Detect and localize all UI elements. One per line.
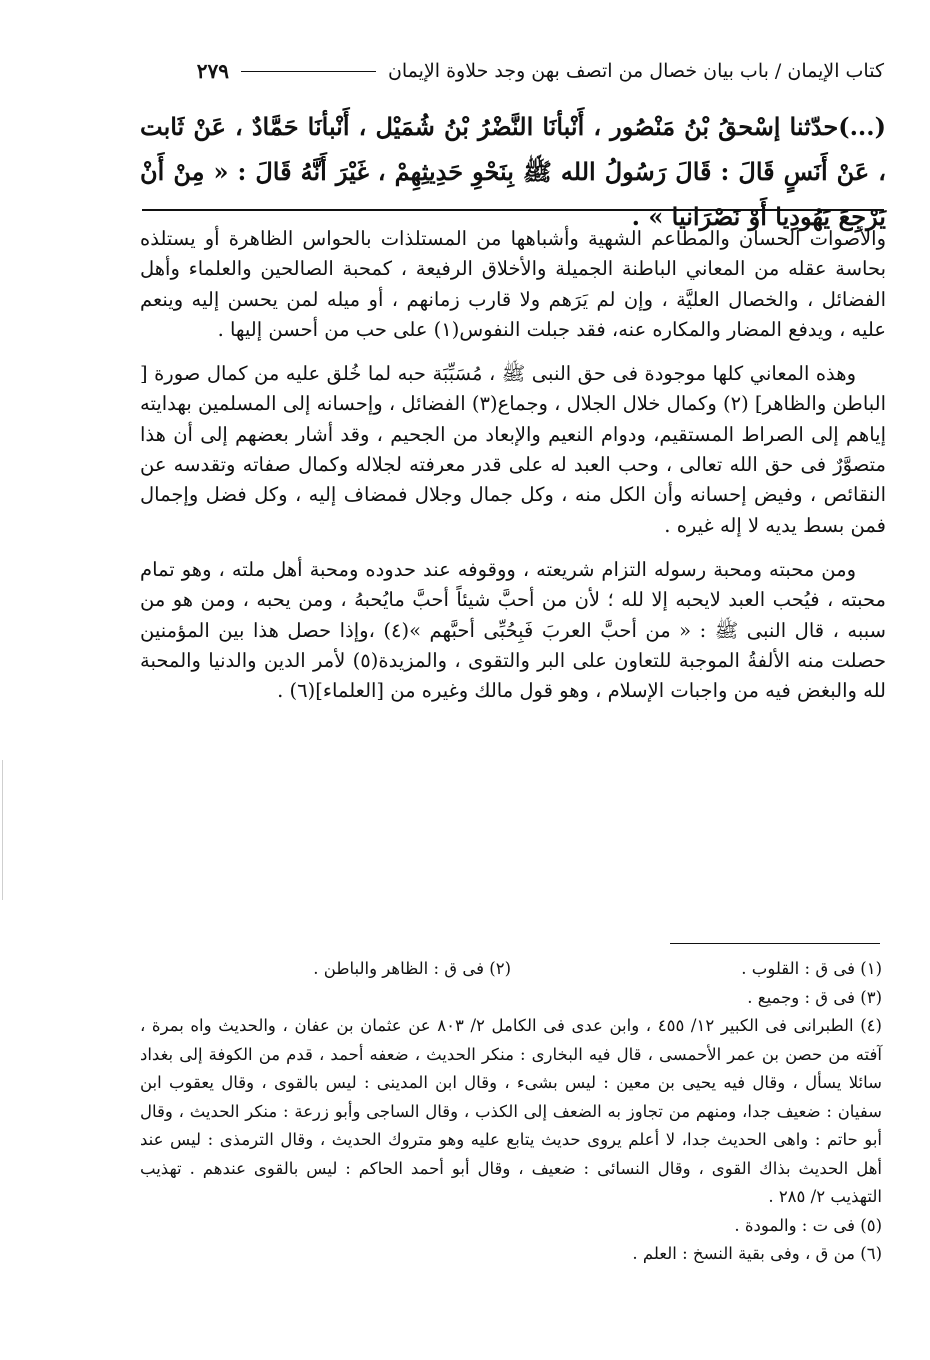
commentary-paragraph-2: وهذه المعاني كلها موجودة فى حق النبى ﷺ ، مُسَبِّبَة حبه لما خُلق عليه من كمال صورة [ الباطن والظاهر] (٢) وكمال خلال الجلال ، وجماع(٣) الفضائل ، وإحسانه إلى المسلمين بهدايته إياهم إلى الصراط المستقيم، ودوام النعيم والإبعاد من الجحيم ، وقد أشار بعضهم إلى أن هذا متصوَّرٌ فى حق الله تعالى ، وحب العبد له على قدر معرفته لجلاله وكمال صفاته وتقدسه عن النقائص ، وفيض إحسانه وأن الكل منه ، وكل جمال وجلال فمضاف إليه ، وكل فضل وإجمال فمن بسط يديه لا إله غيره .: [140, 362, 887, 537]
scan-edge-mark: [2, 760, 3, 900]
footnote-5: (٥) فى ت : والمودة .: [734, 1215, 882, 1235]
commentary-paragraph-1: والأصوات الحسان والمطاعم الشهية وأشباهها من المستلذات بالحواس الظاهرة أو يستلذه بحاسة عقله من المعاني الباطنة الجميلة والأخلاق الرفيعة ، كمحبة الصالحين والعلماء وأهل الفضائل ، والخصال العليَّة ، وإن لم يَرَهم ولا قارب زمانهم ، أو ميله لمن يحسن إليه وينعم عليه ، ويدفع المضار والمكاره عنه، فقد جبلت النفوس(١) على حب من أحسن إليها .: [140, 227, 886, 341]
footnote-4: (٤) الطبرانى فى الكبير ١٢/ ٤٥٥ ، وابن عدى فى الكامل ٢/ ٨٠٣ عن عثمان بن عفان ، والحديث واه بمرة ، آفته من حصن بن عمر الأحمسى ، قال فيه البخارى : منكر الحديث ، ضعفه أحمد ، قدم من الكوفة إلى بغداد سائلا يسأل ، وقال فيه يحيى بن معين : ليس بشىء ، وقال ابن المدينى : ليس بالقوى ، وقال يعقوب ابن سفيان : ضعيف جدا، ومنهم من تجاوز به الضعف إلى الكذب ، وقال الساجى وأبو زرعة : منكر الحديث ، وقال أبو حاتم : واهى الحديث جدا، لا أعلم يروى حديث يتابع عليه وهو متروك الحديث ، وقال الترمذى : ليس عند أهل الحديث بذاك القوى ، وقال النسائى : ضعيف ، وقال أبو أحمد الحاكم : ليس بالقوى عندهم . تهذيب التهذيب ٢/ ٢٨٥ .: [140, 1016, 882, 1206]
header-rule: [241, 71, 376, 72]
hadith-text: (...)حدّثنا إسْحقُ بْنُ مَنْصُور ، أَنْبأنَا النَّضْرُ بْنُ شُمَيْل ، أَنْبأنَا حَمَّادٌ ، عَنْ ثَابت ، عَنْ أَنَسٍ قَالَ : قَالَ رَسُولُ الله ﷺ بِنَحْوِ حَدِيثِهِمْ ، غَيْرَ أَنَّهُ قَالَ : « مِنْ أَنْ يَرْجِعَ يَهُودِيا أَوْ نَصْرَانيا » .: [140, 112, 886, 231]
commentary-paragraph-3: ومن محبته ومحبة رسوله التزام شريعته ، ووقوفه عند حدوده ومحبة أهل ملته ، وهو تمام محبته ، فيُحب العبد لايحبه إلا لله ؛ لأن من أحبَّ شيئاً أحبَّ مايُحبهُ ، ومن يحبه ، ومن هو من سببه ، قال النبى ﷺ : « من أحبَّ العربَ فَبِحُبِّى أحبَّهم »(٤) ،وإذا حصل هذا بين المؤمنين حصلت منه الألفةُ الموجبة للتعاون على البر والتقوى ، والمزيدة(٥) لأمر الدين والدنيا والمحبة لله والبغض فيه من واجبات الإسلام ، وهو قول مالك وغيره من [العلماء](٦) .: [140, 557, 886, 703]
page-number: ٢٧٩: [196, 59, 229, 83]
chapter-title: كتاب الإيمان / باب بيان خصال من اتصف بهن وجد حلاوة الإيمان: [387, 60, 884, 82]
footnote-6: (٦) من ق ، وفى بقية النسخ : العلم .: [632, 1244, 882, 1263]
footnote-row: [140, 955, 882, 984]
footnote-separator-rule: [670, 943, 880, 944]
running-header: [146, 56, 884, 86]
commentary-body: [140, 224, 886, 720]
footnote-2: (٢) فى ق : الظاهر والباطن .: [313, 959, 511, 978]
hadith-separator-rule: [142, 209, 884, 211]
footnote-3: (٣) فى ق : وجميع .: [747, 987, 882, 1007]
footnote-1: (١) فى ق : القلوب .: [741, 959, 882, 978]
footnotes: [140, 955, 882, 1269]
